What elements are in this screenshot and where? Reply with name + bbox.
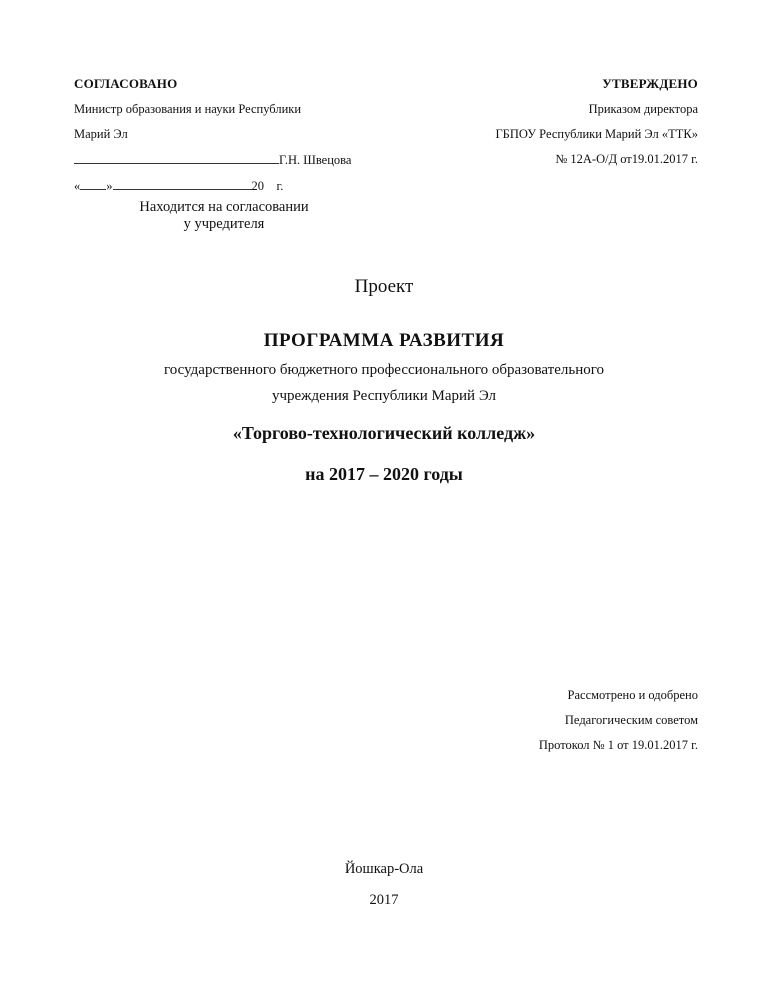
approved-order-number: № 12А-О/Д от19.01.2017 г.	[555, 152, 698, 166]
date-open-quote: «	[74, 179, 81, 193]
agreed-date-line	[74, 178, 283, 194]
council-line2: Педагогическим советом	[564, 713, 698, 727]
draft-label: Проект	[354, 276, 414, 297]
agreed-position-line2: Марий Эл	[74, 127, 128, 141]
agreement-status	[114, 199, 334, 233]
approved-line1: Приказом директора	[588, 102, 698, 116]
agreed-heading: СОГЛАСОВАНО	[74, 76, 178, 91]
college-name: «Торгово-технологический колледж»	[232, 423, 536, 443]
agreement-status-line1: Находится на согласовании	[139, 199, 309, 215]
year: 2017	[369, 892, 399, 908]
approved-line2: ГБПОУ Республики Марий Эл «ТТК»	[495, 127, 698, 141]
date-day-blank	[80, 178, 106, 190]
council-approval-block	[539, 688, 698, 763]
date-month-blank	[113, 178, 252, 190]
document-title: ПРОГРАММА РАЗВИТИЯ	[263, 330, 505, 351]
agreed-signatory: Г.Н. Швецова	[279, 153, 352, 167]
signature-blank	[74, 152, 279, 164]
agreed-position-line1: Министр образования и науки Республики	[74, 102, 302, 116]
program-period: на 2017 – 2020 годы	[305, 464, 463, 484]
approved-heading: УТВЕРЖДЕНО	[602, 76, 698, 91]
institution-line1: государственного бюджетного профессионального образовательного	[164, 362, 604, 378]
date-close-quote: »	[106, 179, 113, 193]
agreed-signature-line	[74, 152, 351, 168]
date-year: 20	[251, 179, 264, 193]
council-protocol: Протокол № 1 от 19.01.2017 г.	[538, 738, 698, 752]
council-line1: Рассмотрено и одобрено	[567, 688, 698, 702]
city: Йошкар-Ола	[344, 861, 424, 877]
date-suffix: г.	[276, 179, 284, 193]
institution-line2: учреждения Республики Марий Эл	[271, 388, 497, 404]
agreement-status-line2: у учредителя	[183, 216, 265, 232]
